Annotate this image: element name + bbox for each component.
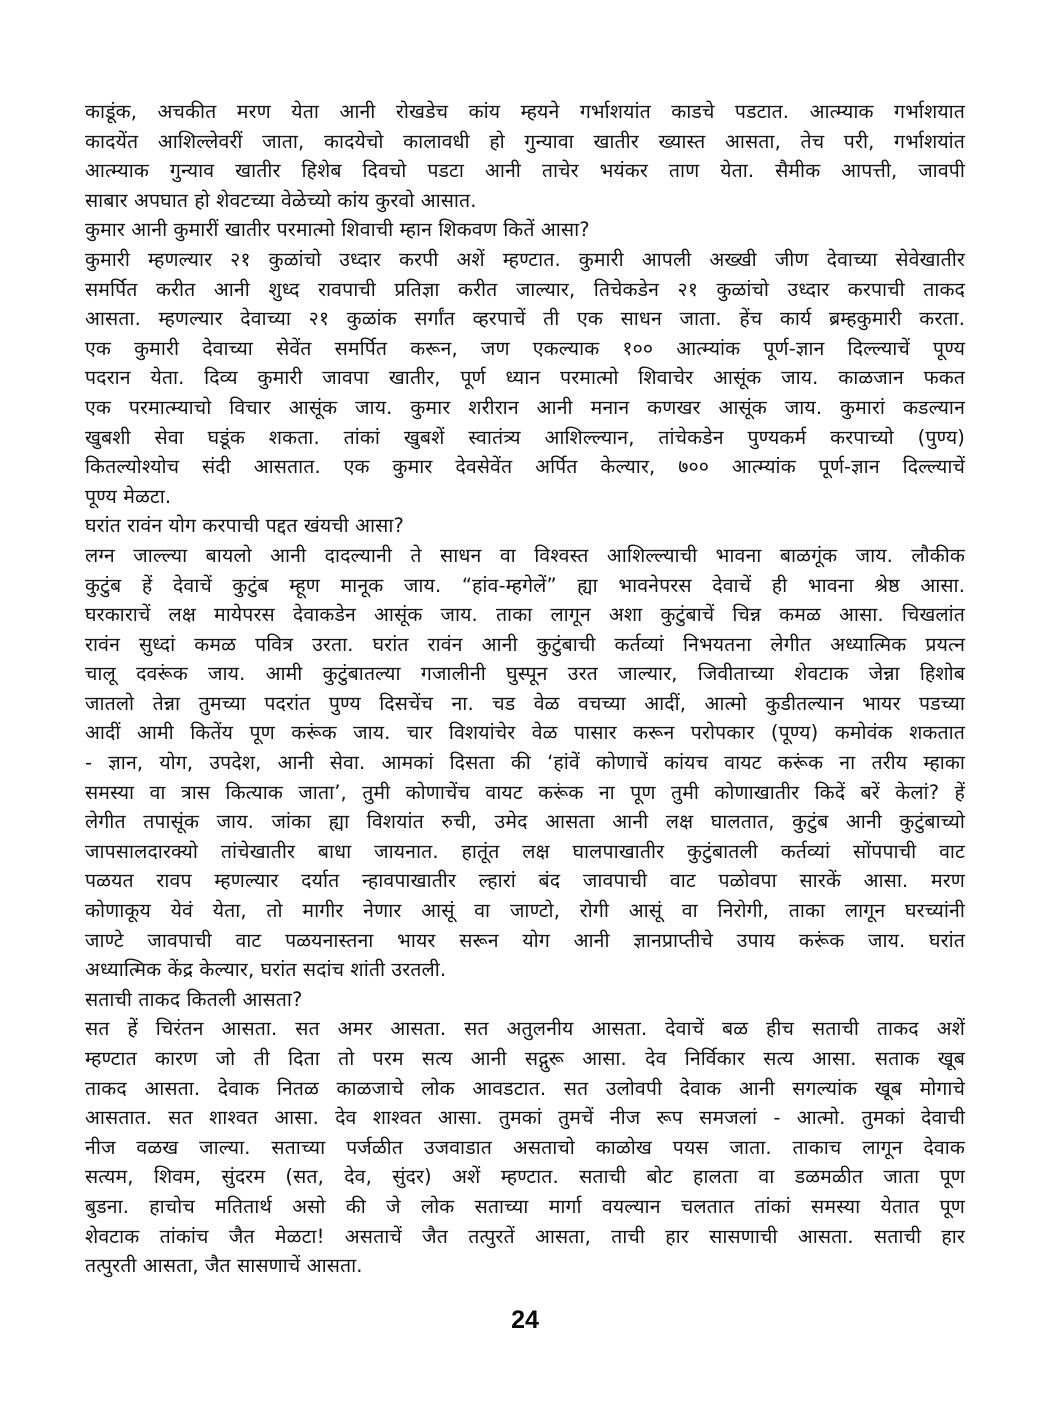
text-line: जाण्टे जावपाची वाट पळयनास्तना भायर सरून योग आनी ज्ञानप्राप्तीचे उपाय करूंक जाय. घरांत [85, 928, 965, 952]
text-line: कादयेंत आशिल्लेवरीं जाता, कादयेचो कालावधी हो गुन्यावा खातीर ख्यास्त आसता, तेच परी, गर्भाशयांत [85, 129, 965, 153]
text-line: तत्पुरती आसता, जैत सासणाचें आसता. [85, 1254, 363, 1278]
text-line: आदीं आमी कितेंय पूण करूंक जाय. चार विशयांचेर वेळ पासार करून परोपकार (पूण्य) कमोवंक शकतात [85, 721, 965, 745]
text-line: - ज्ञान, योग, उपदेश, आनी सेवा. आमकां दिसता की ‘हांवें कोणाचें कांयच वायट करूंक ना तरीय म्हाका [85, 751, 965, 775]
text-line: चालू दवरूंक जाय. आमी कुटुंबातल्या गजालीनी घुस्पून उरत जाल्यार, जिवीताच्या शेवटाक जेन्ना हिशोब [85, 662, 965, 686]
text-line: सत हें चिरंतन आसता. सत अमर आसता. सत अतुलनीय आसता. देवाचें बळ हीच सताची ताकद अशें [85, 1017, 965, 1041]
text-line: लेगीत तपासूंक जाय. जांका ह्या विशयांत रुची, उमेद आसता आनी लक्ष घालतात, कुटुंब आनी कुटुंबाच्यो [85, 810, 965, 834]
text-line: पूण्य मेळटा. [85, 484, 172, 508]
text-line: घरकाराचें लक्ष मायेपरस देवाकडेन आसूंक जाय. ताका लागून अशा कुटुंबाचें चिन्न कमळ आसा. चिखलांत [85, 603, 965, 627]
text-line: रावंन सुध्दां कमळ पवित्र उरता. घरांत रावंन आनी कुटुंबाची कर्तव्यां निभयतना लेगीत अध्यात्मिक प्रयत्न [85, 632, 965, 656]
text-line: जापसालदारक्यो तांचेखातीर बाधा जायनात. हातूंत लक्ष घालपाखातीर कुटुंबातली कर्तव्यां सोंपपाची वाट [85, 839, 965, 863]
text-line: आसतात. सत शाश्वत आसा. देव शाश्वत आसा. तुमकां तुमचें नीज रूप समजलां - आत्मो. तुमकां देवाची [85, 1106, 965, 1130]
page-number: 24 [511, 1306, 539, 1334]
text-line: कितल्योश्योच संदी आसतात. एक कुमार देवसेवेंत अर्पित केल्यार, ७०० आत्म्यांक पूर्ण-ज्ञान दिल्ल्याचें [85, 455, 965, 479]
text-line: एक परमात्म्याचो विचार आसूंक जाय. कुमार शरीरान आनी मनान कणखर आसूंक जाय. कुमारां कडल्यान [85, 395, 965, 419]
text-line: साबार अपघात हो शेवटच्या वेळेच्यो कांय कुरवो आसात. [85, 188, 477, 212]
text-line: लग्न जाल्ल्या बायलो आनी दादल्यानी ते साधन वा विश्वस्त आशिल्ल्याची भावना बाळगूंक जाय. लौकीक [85, 543, 965, 567]
text-line: अध्यात्मिक केंद्र केल्यार, घरांत सदांच शांती उरतली. [85, 958, 447, 982]
question-line: सताची ताकद कितली आसता? [85, 987, 303, 1011]
text-line: आत्म्याक गुन्याव खातीर हिशेब दिवचो पडटा आनी ताचेर भयंकर ताण येता. सैमीक आपत्ती, जावपी [85, 159, 965, 183]
text-line: एक कुमारी देवाच्या सेवेंत समर्पित करून, जण एकल्याक १०० आत्म्यांक पूर्ण-ज्ञान दिल्ल्याचें पूण्य [85, 336, 965, 360]
text-line: जातलो तेन्ना तुमच्या पदरांत पुण्य दिसचेंच ना. चड वेळ वचच्या आदीं, आत्मो कुडीतल्यान भायर पडच्या [85, 691, 965, 715]
text-line: पदरान येता. दिव्य कुमारी जावपा खातीर, पूर्ण ध्यान परमात्मो शिवाचेर आसूंक जाय. काळजान फकत [85, 366, 965, 390]
text-line: नीज वळख जाल्या. सताच्या पर्जळीत उजवाडात असताचो काळोख पयस जाता. ताकाच लागून देवाक [85, 1135, 965, 1159]
text-line: समर्पित करीत आनी शुध्द रावपाची प्रतिज्ञा करीत जाल्यार, तिचेकडेन २१ कुळांचो उध्दार करपाची ताकद [85, 277, 965, 301]
text-line: काडूंक, अचकीत मरण येता आनी रोखडेच कांय म्हयने गर्भाशयांत काडचे पडटात. आत्म्याक गर्भाशयात [85, 100, 965, 123]
text-line: शेवटाक तांकांच जैत मेळटा! असताचें जैत तत्पुरतें आसता, ताची हार सासणाची आसता. सताची हार [85, 1224, 965, 1248]
text-line: कुमारी म्हणल्यार २१ कुळांचो उध्दार करपी अशें म्हण्टात. कुमारी आपली अख्खी जीण देवाच्या सेवेखातीर [85, 247, 965, 271]
text-line: बुडना. हाचोच मतितार्थ असो की जे लोक सताच्या मार्गा वयल्यान चलतात तांकां समस्या येतात पूण [85, 1194, 965, 1218]
text-line: पळयत रावप म्हणल्यार दर्यात न्हावपाखातीर ल्हारां बंद जावपाची वाट पळोवपा सारकें आसा. मरण [85, 869, 965, 893]
text-line: कुटुंब हें देवाचें कुटुंब म्हूण मानूक जाय. “हांव-म्हगेलें” ह्या भावनेपरस देवाचें ही भावना श्रेष्ठ आसा. [85, 573, 965, 597]
text-line: समस्या वा त्रास कित्याक जाता’, तुमी कोणाचेंच वायट करूंक ना पूण तुमी कोणाखातीर किदें बरें केलां? हें [85, 780, 965, 804]
text-line: ताकद आसता. देवाक नितळ काळजाचे लोक आवडटात. सत उलोवपी देवाक आनी सगल्यांक खूब मोगाचे [85, 1076, 965, 1100]
text-line: म्हण्टात कारण जो ती दिता तो परम सत्य आनी सद्गुरू आसा. देव निर्विकार सत्य आसा. सताक खूब [85, 1047, 965, 1070]
question-line: घरांत रावंन योग करपाची पद्दत खंयची आसा? [85, 514, 404, 538]
text-line: कोणाकूय येवं येता, तो मागीर नेणार आसूं वा जाण्टो, रोगी आसूं वा निरोगी, ताका लागून घरच्यांनी [85, 899, 965, 923]
page-body [85, 97, 965, 1281]
text-line: खुबशी सेवा घडूंक शकता. तांकां खुबशें स्वातंत्र्य आशिल्ल्यान, तांचेकडेन पुण्यकर्म करपाच्यो (पुण्य) [85, 425, 965, 449]
question-line: कुमार आनी कुमारीं खातीर परमात्मो शिवाची म्हान शिकवण कितें आसा? [85, 218, 590, 242]
text-line: सत्यम, शिवम, सुंदरम (सत, देव, सुंदर) अशें म्हण्टात. सताची बोट हालता वा डळमळीत जाता पूण [85, 1165, 965, 1189]
text-line: आसता. म्हणल्यार देवाच्या २१ कुळांक सर्गांत व्हरपाचें ती एक साधन जाता. हेंच कार्य ब्रम्हकुमारी करता. [85, 307, 965, 331]
